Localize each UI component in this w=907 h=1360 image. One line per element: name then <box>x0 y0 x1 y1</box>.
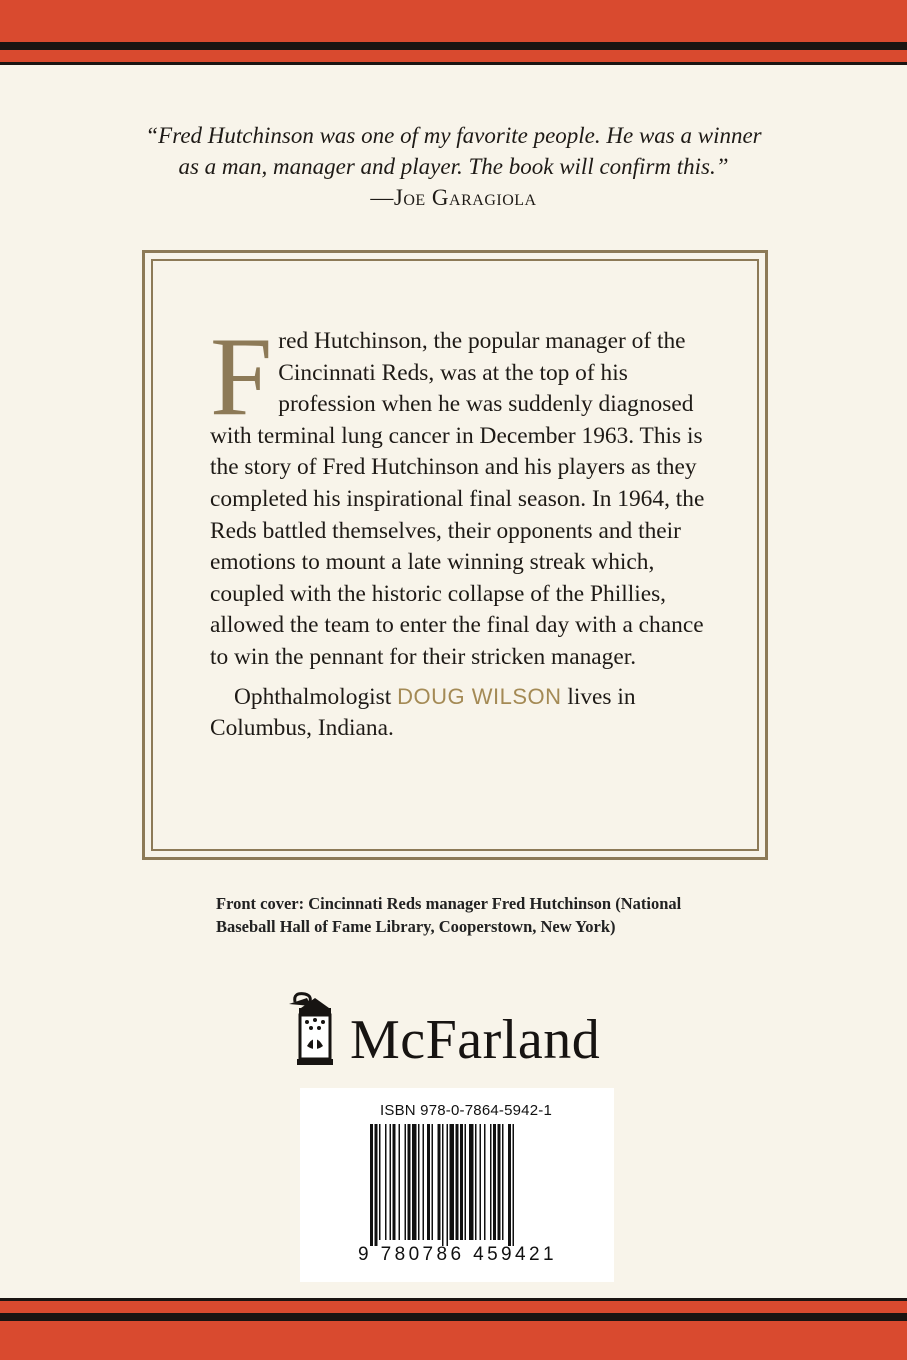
barcode-bar <box>490 1124 492 1240</box>
drop-cap: F <box>210 315 273 439</box>
barcode-bar <box>393 1124 396 1240</box>
top-black-stripe-2 <box>0 62 907 65</box>
barcode-bar <box>442 1124 444 1246</box>
bottom-black-stripe <box>0 1313 907 1321</box>
author-bio <box>210 681 706 745</box>
top-red-stripe <box>0 50 907 62</box>
barcode-bar <box>418 1124 420 1240</box>
lantern-icon <box>285 990 345 1070</box>
publisher-name: McFarland <box>350 1009 601 1071</box>
barcode-bars <box>370 1124 546 1246</box>
barcode-bar <box>405 1124 407 1240</box>
barcode-bar <box>438 1124 441 1240</box>
author-name: DOUG WILSON <box>397 683 562 709</box>
barcode-bar <box>484 1124 486 1240</box>
barcode-bar <box>480 1124 482 1240</box>
barcode-bar <box>399 1124 401 1240</box>
barcode-bar <box>465 1124 467 1240</box>
barcode-bar <box>456 1124 459 1240</box>
quote-attribution: —Joe Garagiola <box>370 185 537 210</box>
barcode-bar <box>412 1124 417 1240</box>
barcode-bar <box>432 1124 434 1240</box>
barcode-bar <box>370 1124 373 1246</box>
description-text: red Hutchinson, the popular manager of the Cincinnati Reds, was at the top of his profession when he was suddenly diagnosed with terminal lung cancer in December 1963. This is the story of Fred Hutchinson and his players as they completed his inspirational final season. In 1964, the Reds battled themselves, their opponents and their emotions to mount a late winning streak which, coupled with the historic collapse of the Phillies, allowed the team to enter the final day with a chance to win the pennant for their stricken manager. <box>210 328 705 670</box>
barcode-bar <box>502 1124 504 1240</box>
cover-credit-line-1: Front cover: Cincinnati Reds manager Fred Hutchinson (National <box>216 894 682 913</box>
barcode-bar <box>385 1124 387 1240</box>
bottom-red-band <box>0 1321 907 1360</box>
barcode-bar <box>375 1124 378 1246</box>
bio-text-after: lives in Columbus, Indiana. <box>210 683 636 742</box>
barcode-bar <box>447 1124 449 1246</box>
bio-text-before: Ophthalmologist <box>234 683 398 710</box>
quote-line-1: “Fred Hutchinson was one of my favorite people. He was a winner <box>145 123 762 148</box>
barcode-bar <box>450 1124 455 1240</box>
barcode-digits: 9 780786 459421 <box>358 1244 557 1265</box>
barcode-bar <box>508 1124 511 1246</box>
top-black-stripe <box>0 42 907 50</box>
barcode-bar <box>513 1124 515 1246</box>
barcode-bar <box>423 1124 425 1240</box>
book-description <box>210 315 706 745</box>
cover-credit-line-2: Baseball Hall of Fame Library, Cooperstown, New York) <box>216 917 616 936</box>
bottom-red-stripe <box>0 1301 907 1313</box>
barcode-bar <box>493 1124 496 1240</box>
barcode-bar <box>498 1124 501 1240</box>
quote-line-2: as a man, manager and player. The book will confirm this.” <box>178 154 729 179</box>
top-red-band <box>0 0 907 42</box>
barcode-bar <box>379 1124 381 1240</box>
barcode-bar <box>475 1124 477 1240</box>
barcode-bar <box>408 1124 411 1240</box>
endorsement-quote <box>120 120 787 213</box>
barcode-bar <box>460 1124 463 1240</box>
barcode-panel <box>300 1088 614 1282</box>
barcode-bar <box>427 1124 430 1240</box>
barcode-bar <box>469 1124 474 1240</box>
description-paragraph <box>210 315 706 674</box>
cover-credit <box>216 892 696 938</box>
isbn-label: ISBN 978-0-7864-5942-1 <box>380 1102 553 1119</box>
barcode-bar <box>390 1124 392 1240</box>
